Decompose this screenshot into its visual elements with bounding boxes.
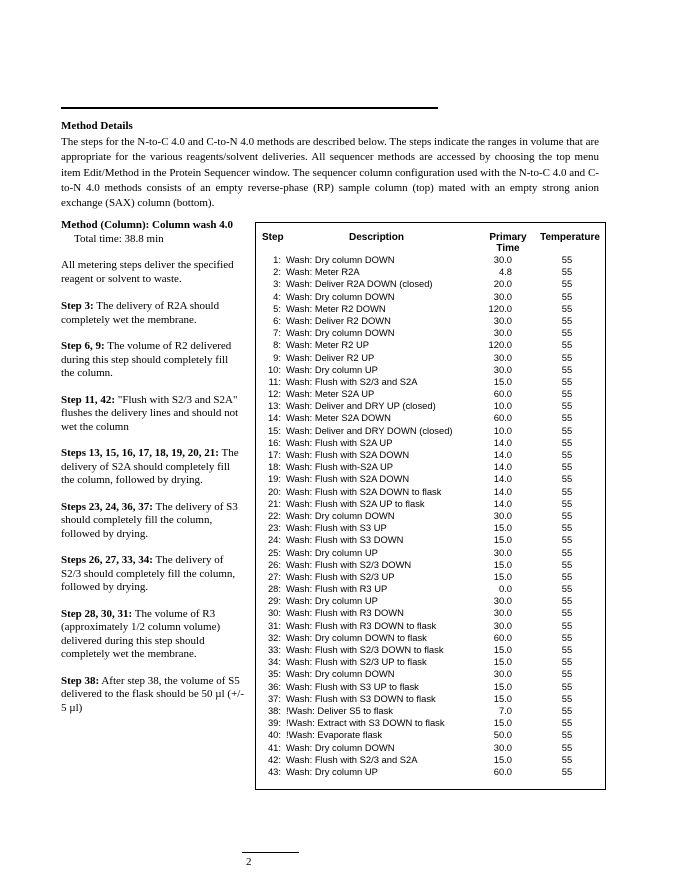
step-number: 15: — [267, 424, 281, 436]
table-row — [256, 754, 605, 766]
step-description: Wash: Dry column DOWN — [286, 668, 395, 680]
step-description: Wash: Deliver and DRY DOWN (closed) — [286, 424, 453, 436]
step-time: 60.0 — [493, 388, 512, 400]
step-note — [61, 447, 244, 488]
metering-note: All metering steps deliver the specified reagent or solvent to waste. — [61, 259, 234, 285]
step-number: 7: — [273, 327, 281, 339]
step-note-label: Steps 23, 24, 36, 37: — [61, 500, 153, 513]
step-description: Wash: Deliver and DRY UP (closed) — [286, 400, 436, 412]
step-temperature: 55 — [561, 400, 573, 412]
table-row — [256, 388, 605, 400]
step-number: 35: — [267, 668, 281, 680]
step-note — [61, 554, 244, 595]
step-time: 30.0 — [493, 509, 512, 521]
step-description: Wash: Flush with S3 DOWN to flask — [286, 692, 436, 704]
table-row — [256, 425, 605, 437]
step-number: 26: — [267, 558, 281, 570]
step-time: 15.0 — [493, 644, 512, 655]
step-temperature: 55 — [561, 290, 573, 302]
step-time: 15.0 — [493, 375, 512, 387]
table-row — [256, 486, 605, 498]
step-time: 60.0 — [493, 412, 512, 424]
step-time: 14.0 — [493, 436, 512, 448]
step-number: 4: — [273, 290, 281, 302]
step-number: 16: — [267, 436, 281, 448]
step-number: 33: — [267, 644, 281, 655]
step-temperature: 55 — [561, 522, 573, 534]
step-note-text: After step 38, the volume of S5 delivered to the flask should be 50 µl (+/- 5 µl) — [61, 674, 244, 714]
step-temperature: 55 — [561, 741, 573, 753]
step-description: Wash: Meter R2A — [286, 266, 360, 278]
step-number: 11: — [268, 375, 281, 387]
table-row — [256, 620, 605, 632]
step-time: 30.0 — [493, 314, 512, 326]
step-note — [61, 300, 244, 327]
step-time: 10.0 — [493, 400, 512, 412]
step-number: 24: — [267, 534, 281, 546]
step-number: 28: — [267, 583, 281, 595]
step-description: Wash: Flush with S2/3 DOWN — [286, 558, 412, 570]
step-temperature: 55 — [561, 546, 573, 558]
step-time: 30.0 — [493, 668, 512, 680]
step-time: 20.0 — [493, 278, 512, 290]
step-temperature: 55 — [561, 644, 573, 655]
step-note-text: The delivery of S2/3 should completely fill the column, followed by drying. — [61, 554, 236, 593]
step-temperature: 55 — [561, 583, 573, 595]
table-row — [256, 449, 605, 461]
step-number: 1: — [273, 254, 281, 265]
step-description: Wash: Flush with S2A DOWN — [286, 473, 410, 485]
table-row — [256, 534, 605, 546]
header-description: Description — [349, 232, 405, 243]
step-description: Wash: Deliver R2 UP — [286, 351, 375, 363]
step-note-text: The delivery of S2A should completely fill the column, followed by drying. — [61, 447, 239, 486]
step-time: 120.0 — [488, 302, 512, 314]
table-row — [256, 254, 605, 266]
table-row — [256, 303, 605, 315]
step-number: 6: — [273, 314, 281, 326]
step-note — [61, 501, 244, 542]
step-note-text: The delivery of S3 should completely fill the column, followed by drying. — [61, 500, 238, 540]
table-row — [256, 498, 605, 510]
intro-paragraph: The steps for the N-to-C 4.0 and C-to-N 4.0 methods are described below. The steps indicate the ranges in volume that are appropriate for the various reagents/solvent deliveries. All sequencer methods are accessed by choosing the top menu item Edit/Method in the Protein Sequencer window. The sequencer column configuration used with the N-to-C 4.0 and C-to-N 4.0 methods consists of an empty reverse-phase (RP) sample column (top) mated with an empty strong anion exchange (SAX) column (bottom). — [61, 136, 599, 210]
step-time: 15.0 — [493, 522, 512, 534]
table-row — [256, 510, 605, 522]
table-row — [256, 595, 605, 607]
step-note — [61, 340, 244, 381]
step-number: 5: — [273, 302, 281, 314]
step-temperature: 55 — [561, 656, 573, 668]
step-description: Wash: Dry column DOWN — [286, 509, 395, 521]
step-number: 19: — [267, 473, 281, 485]
step-number: 14: — [267, 412, 281, 424]
step-temperature: 55 — [561, 339, 573, 351]
step-description: !Wash: Extract with S3 DOWN to flask — [286, 717, 445, 729]
step-number: 12: — [267, 388, 281, 400]
step-description: Wash: Dry column DOWN — [286, 327, 395, 339]
step-description: Wash: Meter R2 UP — [286, 339, 370, 351]
step-temperature: 55 — [561, 692, 573, 704]
step-time: 14.0 — [493, 473, 512, 485]
step-description: Wash: Flush with S2A DOWN to flask — [286, 485, 442, 497]
step-time: 15.0 — [493, 692, 512, 704]
step-time: 120.0 — [488, 339, 512, 351]
step-number: 27: — [267, 570, 281, 582]
step-temperature: 55 — [561, 680, 573, 692]
step-time: 7.0 — [498, 704, 512, 716]
step-temperature: 55 — [561, 509, 573, 521]
step-number: 9: — [273, 351, 281, 363]
step-note-label: Step 28, 30, 31: — [61, 607, 133, 620]
step-number: 25: — [267, 546, 281, 558]
step-time: 4.8 — [498, 266, 512, 278]
step-temperature: 55 — [561, 668, 573, 680]
step-number: 10: — [267, 363, 281, 375]
step-temperature: 55 — [561, 729, 573, 741]
header-temperature: Temperature — [540, 232, 600, 243]
step-number: 8: — [273, 339, 281, 351]
table-row — [256, 278, 605, 290]
step-description: Wash: Flush with S2/3 UP — [286, 570, 395, 582]
step-temperature: 55 — [561, 266, 573, 278]
step-temperature: 55 — [561, 631, 573, 643]
step-time: 15.0 — [493, 534, 512, 546]
table-row — [256, 315, 605, 327]
step-note-label: Steps 13, 15, 16, 17, 18, 19, 20, 21: — [61, 447, 219, 459]
footer-rule — [242, 852, 299, 853]
step-description: Wash: Dry column DOWN — [286, 254, 395, 265]
step-number: 18: — [267, 461, 281, 473]
step-time: 30.0 — [493, 254, 512, 265]
table-row — [256, 717, 605, 729]
step-time: 15.0 — [493, 570, 512, 582]
step-time: 30.0 — [493, 290, 512, 302]
step-time: 15.0 — [493, 680, 512, 692]
step-note-label: Steps 26, 27, 33, 34: — [61, 554, 153, 566]
step-number: 32: — [267, 631, 281, 643]
table-row — [256, 571, 605, 583]
step-temperature: 55 — [561, 570, 573, 582]
step-number: 3: — [273, 278, 281, 290]
step-note — [61, 394, 244, 435]
step-description: Wash: Flush with R3 UP — [286, 583, 388, 595]
step-time: 60.0 — [493, 631, 512, 643]
step-temperature: 55 — [561, 449, 573, 460]
step-number: 21: — [267, 497, 281, 509]
method-title: Method (Column): Column wash 4.0 — [61, 219, 234, 231]
step-time: 0.0 — [498, 583, 512, 595]
step-note-text: The volume of R3 (approximately 1/2 column volume) delivered during this step should completely wet the membrane. — [61, 607, 221, 660]
step-note-text: The volume of R2 delivered during this step should completely fill the column. — [61, 340, 232, 379]
step-description: Wash: Flush with S3 UP to flask — [286, 680, 419, 692]
step-description: Wash: Flush with S2/3 and S2A — [286, 375, 418, 387]
table-row — [256, 729, 605, 741]
step-number: 29: — [267, 595, 281, 607]
table-row — [256, 681, 605, 693]
step-temperature: 55 — [561, 607, 573, 619]
step-number: 37: — [267, 692, 281, 704]
step-temperature: 55 — [561, 753, 573, 765]
step-number: 38: — [267, 704, 281, 716]
step-number: 42: — [267, 753, 281, 765]
step-number: 43: — [267, 765, 281, 777]
step-temperature: 55 — [561, 363, 573, 375]
step-description: Wash: Flush with S2A UP — [286, 436, 393, 448]
step-temperature: 55 — [561, 558, 573, 570]
step-number: 31: — [267, 619, 281, 631]
step-time: 14.0 — [493, 449, 512, 460]
step-number: 17: — [267, 449, 281, 460]
step-time: 30.0 — [493, 619, 512, 631]
step-time: 30.0 — [493, 327, 512, 339]
step-description: Wash: Flush with-S2A UP — [286, 461, 393, 473]
step-temperature: 55 — [561, 534, 573, 546]
table-row — [256, 766, 605, 778]
step-note — [61, 675, 244, 716]
header-primary-time — [483, 232, 533, 254]
step-description: !Wash: Evaporate flask — [286, 729, 383, 741]
table-row — [256, 656, 605, 668]
step-description: Wash: Flush with S2/3 UP to flask — [286, 656, 427, 668]
step-description: Wash: Dry column DOWN — [286, 741, 395, 753]
step-number: 41: — [267, 741, 281, 753]
step-note-label: Step 11, 42: — [61, 393, 116, 406]
step-temperature: 55 — [561, 436, 573, 448]
step-temperature: 55 — [561, 485, 573, 497]
table-body — [256, 254, 605, 778]
step-temperature: 55 — [561, 388, 573, 400]
step-time: 14.0 — [493, 485, 512, 497]
step-temperature: 55 — [561, 351, 573, 363]
step-time: 30.0 — [493, 363, 512, 375]
step-number: 36: — [267, 680, 281, 692]
step-note-text: The delivery of R2A should completely wet the membrane. — [61, 300, 220, 326]
step-number: 23: — [267, 522, 281, 534]
table-row — [256, 705, 605, 717]
step-note — [61, 608, 244, 662]
step-temperature: 55 — [561, 254, 573, 265]
step-description: Wash: Deliver R2 DOWN — [286, 314, 391, 326]
step-number: 39: — [267, 717, 281, 729]
step-notes-list — [61, 300, 244, 715]
step-temperature: 55 — [561, 278, 573, 290]
step-time: 30.0 — [493, 595, 512, 607]
step-description: Wash: Flush with R3 DOWN to flask — [286, 619, 437, 631]
table-row — [256, 461, 605, 473]
header-primary-time-line1: Primary — [489, 232, 527, 243]
step-temperature: 55 — [561, 497, 573, 509]
table-row — [256, 412, 605, 424]
header-primary-time-line2: Time — [496, 243, 520, 254]
step-number: 40: — [267, 729, 281, 741]
step-description: Wash: Meter S2A DOWN — [286, 412, 391, 424]
method-steps-table — [255, 222, 606, 790]
step-description: Wash: Flush with S2/3 and S2A — [286, 753, 418, 765]
step-temperature: 55 — [561, 619, 573, 631]
table-row — [256, 547, 605, 559]
step-temperature: 55 — [561, 704, 573, 716]
step-number: 20: — [267, 485, 281, 497]
step-time: 30.0 — [493, 607, 512, 619]
step-time: 14.0 — [493, 461, 512, 473]
step-description: Wash: Dry column UP — [286, 546, 378, 558]
step-time: 50.0 — [493, 729, 512, 741]
table-row — [256, 352, 605, 364]
step-number: 13: — [267, 400, 281, 412]
step-time: 30.0 — [493, 351, 512, 363]
step-temperature: 55 — [561, 473, 573, 485]
step-temperature: 55 — [561, 717, 573, 729]
step-description: Wash: Dry column UP — [286, 765, 378, 777]
step-description: Wash: Flush with S2/3 DOWN to flask — [286, 644, 444, 655]
step-temperature: 55 — [561, 302, 573, 314]
table-row — [256, 400, 605, 412]
table-row — [256, 376, 605, 388]
table-row — [256, 693, 605, 705]
step-temperature: 55 — [561, 595, 573, 607]
header-step: Step — [262, 232, 284, 243]
step-description: Wash: Flush with R3 DOWN — [286, 607, 404, 619]
step-time: 15.0 — [493, 753, 512, 765]
step-temperature: 55 — [561, 375, 573, 387]
section-heading: Method Details — [61, 120, 133, 132]
step-number: 30: — [267, 607, 281, 619]
total-time: Total time: 38.8 min — [74, 232, 164, 245]
step-time: 15.0 — [493, 558, 512, 570]
step-description: Wash: Dry column DOWN to flask — [286, 631, 427, 643]
step-time: 30.0 — [493, 741, 512, 753]
step-time: 10.0 — [493, 424, 512, 436]
table-row — [256, 437, 605, 449]
step-number: 2: — [273, 266, 281, 278]
step-temperature: 55 — [561, 412, 573, 424]
step-description: Wash: Flush with S2A UP to flask — [286, 497, 425, 509]
step-description: !Wash: Deliver S5 to flask — [286, 704, 393, 716]
step-note-label: Step 38: — [61, 674, 100, 687]
table-row — [256, 291, 605, 303]
table-row — [256, 742, 605, 754]
step-temperature: 55 — [561, 314, 573, 326]
step-description: Wash: Meter R2 DOWN — [286, 302, 386, 314]
step-note-label: Step 6, 9: — [61, 340, 105, 352]
step-temperature: 55 — [561, 765, 573, 777]
step-temperature: 55 — [561, 461, 573, 473]
step-note-label: Step 3: — [61, 300, 94, 312]
table-row — [256, 473, 605, 485]
table-row — [256, 607, 605, 619]
top-rule — [61, 107, 438, 109]
table-row — [256, 632, 605, 644]
step-time: 15.0 — [493, 656, 512, 668]
step-description: Wash: Flush with S3 UP — [286, 522, 387, 534]
table-row — [256, 266, 605, 278]
step-description: Wash: Dry column DOWN — [286, 290, 395, 302]
table-row — [256, 339, 605, 351]
step-number: 34: — [267, 656, 281, 668]
step-number: 22: — [267, 509, 281, 521]
step-temperature: 55 — [561, 424, 573, 436]
table-row — [256, 583, 605, 595]
step-time: 60.0 — [493, 765, 512, 777]
step-time: 14.0 — [493, 497, 512, 509]
step-description: Wash: Meter S2A UP — [286, 388, 375, 400]
table-row — [256, 364, 605, 376]
table-row — [256, 327, 605, 339]
step-description: Wash: Flush with S2A DOWN — [286, 449, 410, 460]
table-row — [256, 559, 605, 571]
step-description: Wash: Flush with S3 DOWN — [286, 534, 404, 546]
step-description: Wash: Deliver R2A DOWN (closed) — [286, 278, 433, 290]
step-temperature: 55 — [561, 327, 573, 339]
step-time: 15.0 — [493, 717, 512, 729]
page-number: 2 — [246, 856, 252, 868]
step-description: Wash: Dry column UP — [286, 363, 378, 375]
step-note-text: "Flush with S2/3 and S2A" flushes the delivery lines and should not wet the column — [61, 393, 239, 433]
step-description: Wash: Dry column UP — [286, 595, 378, 607]
table-row — [256, 668, 605, 680]
table-row — [256, 522, 605, 534]
table-row — [256, 644, 605, 656]
step-time: 30.0 — [493, 546, 512, 558]
method-notes — [61, 219, 244, 715]
